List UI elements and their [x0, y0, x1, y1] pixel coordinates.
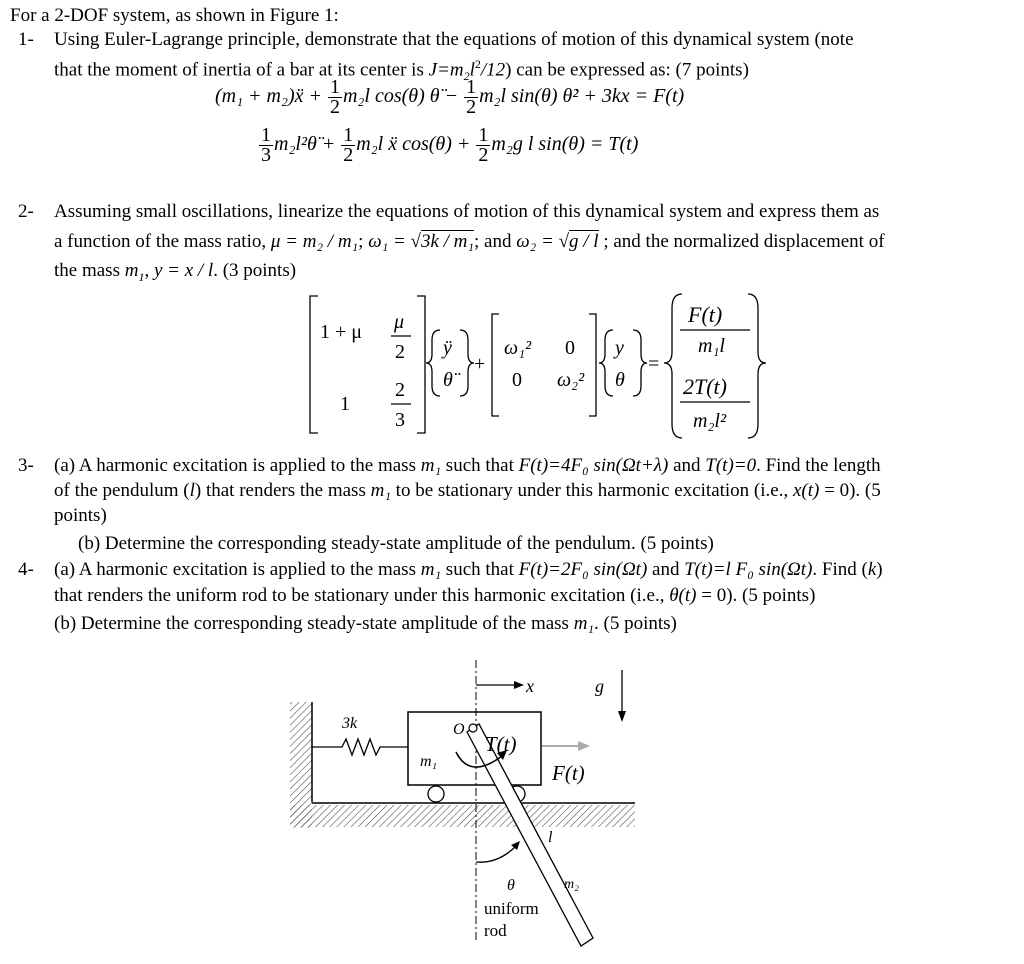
- rhs-2-num: 2T(t): [683, 374, 727, 399]
- q1-line1: Using Euler-Lagrange principle, demonstrate that the equations of motion of this dynamical system (note: [54, 29, 854, 50]
- rod-label-uniform: uniform: [484, 899, 539, 918]
- o-label: O: [453, 721, 465, 738]
- matrix-m12-den: 2: [395, 341, 405, 363]
- matrix-m11: 1 + μ: [320, 321, 363, 343]
- q3-part-b: (b) Determine the corresponding steady-state amplitude of the pendulum. (5 points): [78, 533, 714, 554]
- figure-1-diagram: [280, 650, 650, 955]
- g-label: g: [595, 676, 604, 696]
- matrix-k11: ω₁²: [504, 337, 532, 359]
- q3-line2: of the pendulum (l) that renders the mass m₁ to be stationary under this harmonic excitation (i.e., x(t) = 0). (5: [54, 480, 881, 501]
- f-label: F(t): [552, 761, 585, 785]
- m2-label: m₂: [564, 877, 579, 892]
- cart-m1: [408, 712, 541, 785]
- q4-line1: (a) A harmonic excitation is applied to the mass m₁ such that F(t)=2F₀ sin(Ωt) and T(t)=l F₀ sin(Ωt). Find (k): [54, 559, 883, 580]
- matrix-m22-num: 2: [395, 379, 405, 401]
- pivot-o: [469, 724, 477, 732]
- q4-number: 4-: [18, 559, 34, 580]
- matrix-m12-num: μ: [394, 311, 405, 333]
- q4-part-b: (b) Determine the corresponding steady-state amplitude of the mass m₁. (5 points): [54, 613, 677, 634]
- matrix-m22-den: 3: [395, 409, 405, 431]
- q2-line2: a function of the mass ratio, μ = m₂ / m₁; ω₁ = √3k / m₁; and ω₂ = √g / l ; and the normalized displacement of: [54, 231, 885, 252]
- spring: [312, 739, 408, 755]
- vector-thetadd: θ̈: [443, 369, 453, 391]
- q1-line2: that the moment of inertia of a bar at its center is $J=m_2l^2/12$) can be expressed as: (7 points): [54, 57, 749, 84]
- q2-number: 2-: [18, 201, 34, 222]
- theta-label: θ: [507, 877, 515, 894]
- matrix-k21: 0: [512, 369, 522, 391]
- matrix-k22: ω₂²: [557, 369, 585, 391]
- l-label: l: [548, 829, 553, 846]
- wheel-left: [428, 786, 444, 802]
- equals-sign: =: [648, 353, 660, 375]
- rhs-1-den: m₁l: [698, 335, 725, 357]
- rod-label-rod: rod: [484, 921, 507, 940]
- equation-2: $\frac{1}{3}$ m₂l²θ̈ + $\frac{1}{2}$ m₂l ẍ cos(θ) + $\frac{1}{2}$ m₂g l sin(θ) = T(t): [261, 124, 639, 166]
- q3-line1: (a) A harmonic excitation is applied to the mass m₁ such that F(t)=4F₀ sin(Ωt+λ) and T(t)=0. Find the length: [54, 455, 881, 476]
- ground-hatch: [290, 805, 635, 827]
- q2-line3: the mass $m_1$, y = x / l. (3 points): [54, 260, 297, 284]
- theta-arc: [476, 846, 516, 862]
- vector-y: y: [615, 337, 624, 359]
- vector-theta: θ: [615, 369, 625, 391]
- x-label: x: [526, 676, 534, 696]
- vector-ydd: ÿ: [443, 337, 452, 359]
- matrix-m21: 1: [340, 393, 350, 415]
- equation-1: (m₁ + m₂)ẍ + $\frac{1}{2}$ m₂l cos(θ) θ̈ − $\frac{1}{2}$ m₂l sin(θ) θ̇² + 3kx = F(t): [215, 76, 685, 118]
- plus-sign: +: [474, 353, 486, 375]
- q3-number: 3-: [18, 455, 34, 476]
- q4-line2: that renders the uniform rod to be stationary under this harmonic excitation (i.e., θ(t) = 0). (5 points): [54, 585, 816, 606]
- matrix-k12: 0: [565, 337, 575, 359]
- rhs-2-den: m₂l²: [693, 410, 726, 432]
- q2-line1: Assuming small oscillations, linearize the equations of motion of this dynamical system and express them as: [54, 201, 880, 222]
- m1-label: m₁: [420, 753, 438, 770]
- q1-number: 1-: [18, 29, 34, 50]
- matrix-equation: [300, 288, 770, 448]
- t-label: T(t): [485, 732, 517, 756]
- q3-line3: points): [54, 505, 107, 526]
- intro-text: For a 2-DOF system, as shown in Figure 1:: [10, 5, 339, 26]
- rhs-1-num: F(t): [688, 302, 723, 327]
- spring-label: 3k: [342, 715, 358, 732]
